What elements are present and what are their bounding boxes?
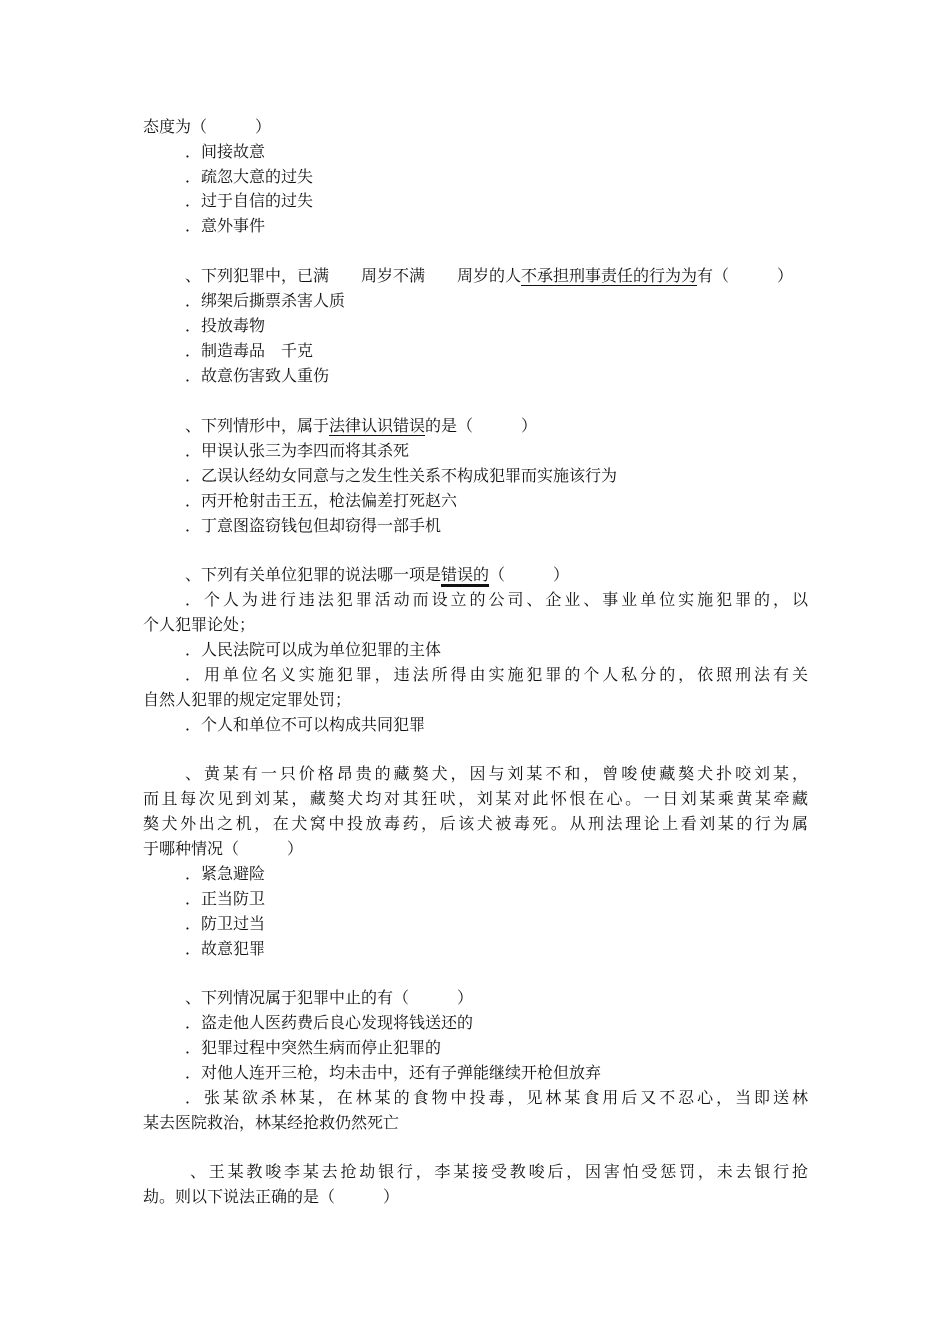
underlined-text: 法律认识错误 — [329, 416, 426, 435]
stem-text: （ ） — [489, 565, 570, 584]
option: ．意外事件 — [185, 216, 266, 235]
option-continued: 个人犯罪论处； — [143, 615, 256, 634]
option-continued: 自然人犯罪的规定定罪处罚； — [143, 690, 352, 709]
underlined-text: 错误的 — [441, 565, 489, 587]
stem-text: 的是（ ） — [425, 416, 538, 435]
question-stem: 而且每次见到刘某，藏獒犬均对其狂吠，刘某对此怀恨在心。一日刘某乘黄某牵藏 — [143, 789, 808, 808]
option: ．过于自信的过失 — [185, 191, 314, 210]
option: ．丁意图盗窃钱包但却窃得一部手机 — [185, 516, 442, 535]
question-stem: 、下列情况属于犯罪中止的有（ ） — [185, 988, 474, 1007]
option: ．盗走他人医药费后良心发现将钱送还的 — [185, 1013, 474, 1032]
option: ．故意犯罪 — [185, 939, 266, 958]
option: ．制造毒品 千克 — [185, 341, 314, 360]
option: ．丙开枪射击王五，枪法偏差打死赵六 — [185, 491, 458, 510]
option: ．张某欲杀林某，在林某的食物中投毒，见林某食用后又不忍心，当即送林 — [185, 1088, 808, 1107]
option: ．绑架后撕票杀害人质 — [185, 291, 346, 310]
stem-text: 、下列有关单位犯罪的说法哪一项是 — [185, 565, 442, 584]
option: ．乙误认经幼女同意与之发生性关系不构成犯罪而实施该行为 — [185, 466, 618, 485]
question-stem: 、王某教唆李某去抢劫银行，李某接受教唆后，因害怕受惩罚，未去银行抢 — [190, 1162, 808, 1181]
stem-text: 、下列情形中，属于 — [185, 416, 330, 435]
question-stem: 獒犬外出之机，在犬窝中投放毒药，后该犬被毒死。从刑法理论上看刘某的行为属 — [143, 814, 808, 833]
stem-text: 、下列犯罪中，已满 周岁不满 周岁的人 — [185, 266, 522, 285]
option: ．紧急避险 — [185, 864, 266, 883]
option: ．疏忽大意的过失 — [185, 167, 314, 186]
question-stem: 于哪种情况（ ） — [143, 839, 304, 858]
option: ．甲误认张三为李四而将其杀死 — [185, 441, 410, 460]
question-stem: 、黄某有一只价格昂贵的藏獒犬，因与刘某不和，曾唆使藏獒犬扑咬刘某， — [185, 764, 808, 783]
option: ．用单位名义实施犯罪，违法所得由实施犯罪的个人私分的，依照刑法有关 — [185, 665, 808, 684]
question-stem: 态度为（ ） — [143, 117, 272, 136]
option: ．防卫过当 — [185, 914, 266, 933]
question-stem: 劫。则以下说法正确的是（ ） — [143, 1187, 400, 1206]
option-continued: 某去医院救治，林某经抢救仍然死亡 — [143, 1113, 400, 1132]
option: ．犯罪过程中突然生病而停止犯罪的 — [185, 1038, 442, 1057]
option: ．投放毒物 — [185, 316, 266, 335]
option: ．个人和单位不可以构成共同犯罪 — [185, 715, 426, 734]
option: ．间接故意 — [185, 142, 266, 161]
option: ．故意伤害致人重伤 — [185, 366, 330, 385]
stem-text: 有（ ） — [697, 266, 794, 285]
option: ．正当防卫 — [185, 889, 266, 908]
question-stem — [185, 265, 793, 287]
question-stem — [185, 564, 569, 586]
underlined-text: 不承担刑事责任的行为为 — [521, 266, 698, 285]
option: ．个人为进行违法犯罪活动而设立的公司、企业、事业单位实施犯罪的，以 — [185, 590, 808, 609]
option: ．人民法院可以成为单位犯罪的主体 — [185, 640, 442, 659]
option: ．对他人连开三枪，均未击中，还有子弹能继续开枪但放弃 — [185, 1063, 602, 1082]
question-stem — [185, 415, 537, 437]
